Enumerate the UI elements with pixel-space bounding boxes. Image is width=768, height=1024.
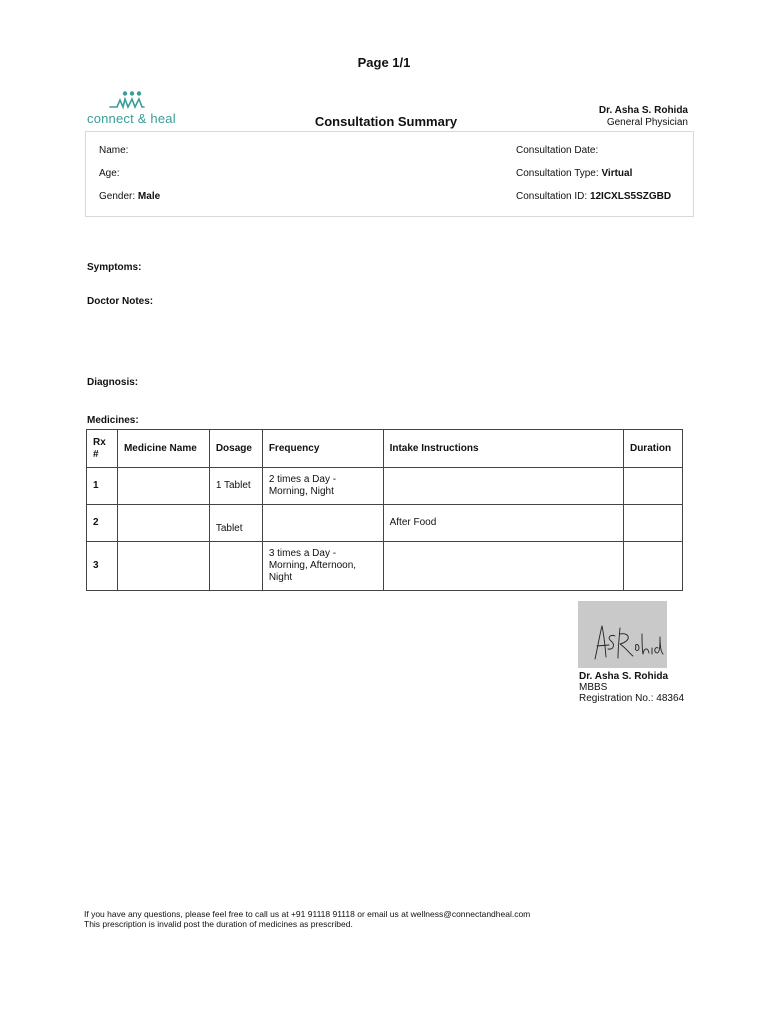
table-header-row	[87, 430, 683, 468]
header-medicine-name: Medicine Name	[117, 430, 209, 468]
patient-info-box	[85, 131, 694, 217]
patient-name-label: Name:	[99, 145, 129, 156]
symptoms-label: Symptoms:	[87, 262, 142, 273]
dosage: Tablet	[215, 523, 243, 534]
signature-block	[579, 671, 684, 704]
header-dosage: Dosage	[209, 430, 262, 468]
patient-name-field	[99, 145, 128, 156]
consultation-type-value: Virtual	[601, 168, 633, 179]
header-intake-instructions: Intake Instructions	[383, 430, 623, 468]
dosage-cell	[209, 505, 262, 542]
header-rx: Rx #	[87, 430, 118, 468]
doctor-name: Dr. Asha S. Rohida	[598, 105, 688, 116]
patient-gender-field	[99, 191, 160, 202]
frequency	[262, 505, 383, 542]
intake-instructions: After Food	[383, 505, 623, 542]
footer-validity-line: This prescription is invalid post the duration of medicines as prescribed.	[84, 919, 353, 929]
footer-contact-line: If you have any questions, please feel free to call us at +91 91118 91118 or email us at wellness@connectandheal.com	[84, 909, 531, 919]
table-row	[87, 542, 683, 591]
logo-text: connect & heal	[87, 111, 176, 126]
duration	[623, 468, 682, 505]
medicines-label: Medicines:	[87, 415, 139, 426]
frequency: 2 times a Day - Morning, Night	[262, 468, 383, 505]
rx-number: 1	[87, 468, 118, 505]
medicine-name	[117, 468, 209, 505]
logo-people-icon	[109, 90, 151, 110]
consultation-id-field	[516, 191, 671, 202]
header-frequency: Frequency	[262, 430, 383, 468]
frequency: 3 times a Day - Morning, Afternoon, Night	[262, 542, 383, 591]
consultation-date-field	[516, 145, 598, 156]
header-duration: Duration	[623, 430, 682, 468]
table-row	[87, 505, 683, 542]
medicine-name	[117, 505, 209, 542]
patient-age-label: Age:	[99, 168, 120, 179]
dosage: 1 Tablet	[209, 468, 262, 505]
signature-image	[578, 601, 667, 668]
duration	[623, 505, 682, 542]
patient-gender-label: Gender:	[99, 191, 136, 202]
signature-scribble	[578, 601, 667, 668]
consultation-id-value: 12ICXLS5SZGBD	[589, 191, 672, 202]
medicine-name	[117, 542, 209, 591]
intake-instructions	[383, 542, 623, 591]
dosage	[209, 542, 262, 591]
consultation-type-label: Consultation Type:	[516, 168, 599, 179]
page-number: Page 1/1	[357, 55, 411, 70]
duration	[623, 542, 682, 591]
patient-age-field	[99, 168, 120, 179]
table-row	[87, 468, 683, 505]
signatory-name: Dr. Asha S. Rohida	[579, 671, 669, 682]
signatory-registration: Registration No.: 48364	[579, 693, 685, 704]
medicines-table	[86, 429, 683, 591]
consultation-type-field	[516, 168, 632, 179]
signatory-qualification: MBBS	[579, 682, 608, 693]
consultation-id-label: Consultation ID:	[516, 191, 588, 202]
diagnosis-label: Diagnosis:	[87, 377, 139, 388]
document-title: Consultation Summary	[314, 114, 458, 129]
rx-number: 3	[87, 542, 118, 591]
doctor-header	[599, 105, 688, 129]
consultation-date-label: Consultation Date:	[516, 145, 599, 156]
footer	[84, 909, 530, 929]
doctor-specialty: General Physician	[606, 117, 688, 128]
rx-number: 2	[87, 505, 118, 542]
doctor-notes-label: Doctor Notes:	[87, 296, 154, 307]
intake-instructions	[383, 468, 623, 505]
patient-gender-value: Male	[137, 191, 161, 202]
